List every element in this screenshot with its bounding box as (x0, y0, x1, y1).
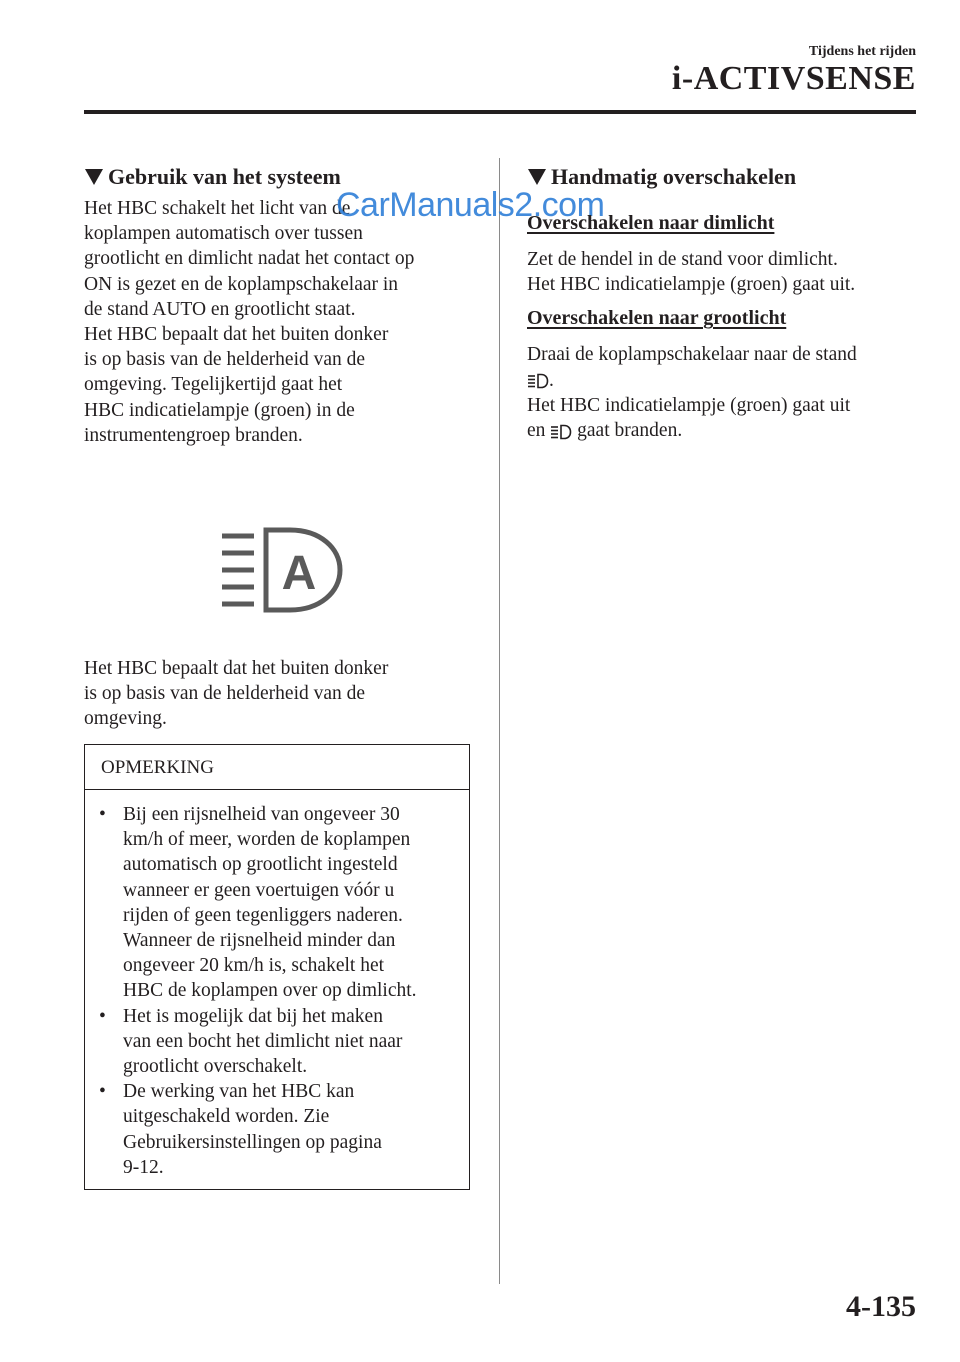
text-line: ongeveer 20 km/h is, schakelt het (123, 955, 385, 977)
text-line: van een bocht het dimlicht niet naar (123, 1030, 403, 1052)
second-paragraph-block (84, 656, 472, 732)
text-line: HBC de koplampen over op dimlicht. (123, 980, 417, 1002)
text-line: is op basis van de helderheid van de (84, 683, 366, 705)
text-line: instrumentengroep branden. (84, 424, 303, 446)
text-line: de stand AUTO en grootlicht staat. (84, 298, 356, 320)
triangle-marker-icon (527, 168, 547, 186)
text-line: Het HBC bepaalt dat het buiten donker (84, 324, 389, 346)
high-beam-icon (527, 373, 549, 389)
second-paragraph (84, 656, 472, 732)
section-title-text: Gebruik van het systeem (108, 164, 341, 189)
dimlicht-paragraph (527, 247, 927, 297)
note-bullet (99, 802, 461, 1004)
text-line: omgeving. (84, 708, 167, 730)
text-line: HBC indicatielampje (groen) in de (84, 399, 355, 421)
text-line: Gebruikersinstellingen op pagina (123, 1131, 382, 1153)
text-line: . (549, 369, 554, 391)
text-line: rijden of geen tegenliggers naderen. (123, 904, 403, 926)
text-line: omgeving. Tegelijkertijd gaat het (84, 374, 343, 396)
text-line: Het HBC indicatielampje (groen) gaat uit (527, 394, 851, 416)
text-line: Draai de koplampschakelaar naar de stand (527, 344, 857, 366)
text-line: en (527, 420, 546, 442)
text-line: Wanneer de rijsnelheid minder dan (123, 930, 396, 952)
note-box (84, 744, 470, 1190)
text-line: Zet de hendel in de stand voor dimlicht. (527, 249, 838, 270)
bullet-text (123, 802, 417, 1004)
text-line: automatisch op grootlicht ingesteld (123, 854, 398, 876)
grootlicht-paragraph (527, 342, 927, 443)
bullet-marker: • (99, 1005, 106, 1027)
subheading-dimlicht: Overschakelen naar dimlicht (527, 212, 775, 234)
watermark: CarManuals2.com (336, 186, 605, 224)
bullet-marker: • (99, 1081, 106, 1103)
page-number: 4-135 (846, 1290, 916, 1323)
header-chapter: Tijdens het rijden (808, 44, 916, 59)
note-bullet (99, 1004, 461, 1080)
high-beam-icon (550, 424, 572, 440)
note-body (85, 790, 469, 1180)
note-bullet (99, 1079, 461, 1180)
text-line: koplampen automatisch over tussen (84, 223, 363, 245)
text-line: wanneer er geen voertuigen vóór u (123, 879, 395, 901)
text-line: is op basis van de helderheid van de (84, 349, 366, 371)
text-line: 9-12. (123, 1156, 164, 1178)
intro-paragraph (84, 196, 472, 448)
text-line: Het HBC indicatielampje (groen) gaat uit. (527, 274, 856, 296)
column-divider (499, 158, 500, 1284)
note-heading: OPMERKING (85, 745, 469, 790)
text-line: Het is mogelijk dat bij het maken (123, 1005, 383, 1027)
text-line: km/h of meer, worden de koplampen (123, 829, 411, 851)
text-line: uitgeschakeld worden. Zie (123, 1106, 330, 1128)
section-title-text: Handmatig overschakelen (551, 164, 797, 189)
bullet-marker: • (99, 804, 106, 825)
auto-high-beam-icon (216, 520, 346, 620)
right-column (527, 160, 927, 443)
bullet-text (123, 1079, 382, 1180)
text-line: Het HBC bepaalt dat het buiten donker (84, 658, 389, 679)
text-line: grootlicht overschakelt. (123, 1056, 308, 1078)
text-line: Het HBC schakelt het licht van de (84, 198, 351, 219)
triangle-marker-icon (84, 168, 104, 186)
section-title-right (527, 160, 927, 194)
header-section: i-ACTIVSENSE (671, 60, 916, 97)
text-line: grootlicht en dimlicht nadat het contact op (84, 248, 415, 270)
text-line: gaat branden. (577, 420, 683, 442)
subheading-grootlicht: Overschakelen naar grootlicht (527, 307, 787, 330)
bullet-text (123, 1004, 402, 1080)
text-line: Bij een rijsnelheid van ongeveer 30 (123, 804, 400, 825)
text-line: ON is gezet en de koplampschakelaar in (84, 273, 399, 295)
header-rule (84, 110, 916, 114)
text-line: De werking van het HBC kan (123, 1081, 355, 1103)
svg-text:A: A (281, 547, 317, 600)
